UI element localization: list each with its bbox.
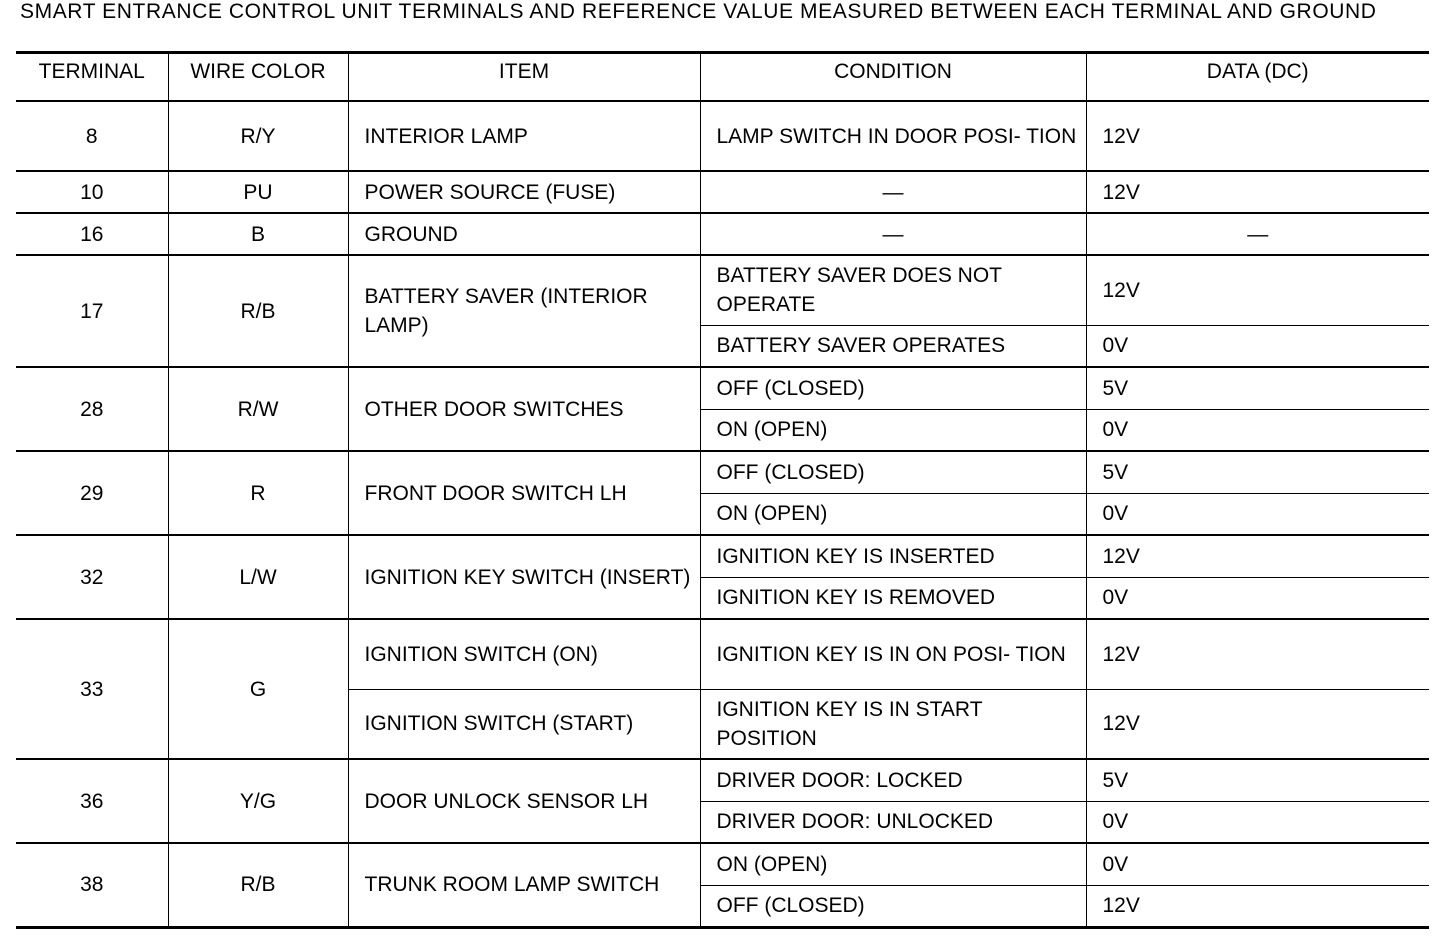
table-row (16, 759, 1429, 801)
header-terminal: TERMINAL (16, 53, 168, 102)
table-row (16, 101, 1429, 171)
data-cell: 12V (1086, 101, 1429, 171)
terminal-cell: 10 (16, 171, 168, 213)
wire-color-cell: R (168, 451, 348, 535)
wire-color-cell: R/Y (168, 101, 348, 171)
table-row (16, 367, 1429, 409)
item-cell: INTERIOR LAMP (348, 101, 700, 171)
table-row (16, 535, 1429, 577)
item-cell: IGNITION SWITCH (ON) (348, 619, 700, 689)
condition-cell: — (700, 171, 1086, 213)
table-row (16, 843, 1429, 885)
item-cell: IGNITION SWITCH (START) (348, 689, 700, 759)
table-row (16, 255, 1429, 325)
condition-cell: BATTERY SAVER DOES NOT OPERATE (700, 255, 1086, 325)
terminal-cell: 36 (16, 759, 168, 843)
header-item: ITEM (348, 53, 700, 102)
condition-cell: ON (OPEN) (700, 843, 1086, 885)
wire-color-cell: R/B (168, 255, 348, 367)
terminal-cell: 17 (16, 255, 168, 367)
data-cell: 12V (1086, 885, 1429, 927)
condition-cell: DRIVER DOOR: UNLOCKED (700, 801, 1086, 843)
data-cell: 12V (1086, 619, 1429, 689)
data-cell: 0V (1086, 325, 1429, 367)
terminal-cell: 33 (16, 619, 168, 759)
data-cell: 5V (1086, 759, 1429, 801)
condition-cell: — (700, 213, 1086, 255)
data-cell: 12V (1086, 535, 1429, 577)
wire-color-cell: R/W (168, 367, 348, 451)
data-cell: — (1086, 213, 1429, 255)
condition-cell: IGNITION KEY IS IN START POSITION (700, 689, 1086, 759)
header-data: DATA (DC) (1086, 53, 1429, 102)
table-row (16, 171, 1429, 213)
condition-cell: IGNITION KEY IS INSERTED (700, 535, 1086, 577)
wire-color-cell: B (168, 213, 348, 255)
condition-cell: LAMP SWITCH IN DOOR POSI- TION (700, 101, 1086, 171)
terminal-cell: 28 (16, 367, 168, 451)
terminal-cell: 38 (16, 843, 168, 927)
data-cell: 0V (1086, 577, 1429, 619)
data-cell: 12V (1086, 689, 1429, 759)
condition-cell: DRIVER DOOR: LOCKED (700, 759, 1086, 801)
wire-color-cell: Y/G (168, 759, 348, 843)
condition-cell: ON (OPEN) (700, 493, 1086, 535)
table-row (16, 619, 1429, 689)
data-cell: 5V (1086, 367, 1429, 409)
condition-cell: ON (OPEN) (700, 409, 1086, 451)
terminal-cell: 29 (16, 451, 168, 535)
item-cell: GROUND (348, 213, 700, 255)
item-cell: BATTERY SAVER (INTERIOR LAMP) (348, 255, 700, 367)
data-cell: 5V (1086, 451, 1429, 493)
wire-color-cell: R/B (168, 843, 348, 927)
item-cell: IGNITION KEY SWITCH (INSERT) (348, 535, 700, 619)
header-condition: CONDITION (700, 53, 1086, 102)
terminal-cell: 8 (16, 101, 168, 171)
condition-cell: IGNITION KEY IS REMOVED (700, 577, 1086, 619)
data-cell: 0V (1086, 801, 1429, 843)
data-cell: 12V (1086, 171, 1429, 213)
table-row (16, 451, 1429, 493)
condition-cell: OFF (CLOSED) (700, 367, 1086, 409)
item-cell: DOOR UNLOCK SENSOR LH (348, 759, 700, 843)
condition-cell: BATTERY SAVER OPERATES (700, 325, 1086, 367)
header-row (16, 53, 1429, 102)
table-row (16, 213, 1429, 255)
condition-cell: OFF (CLOSED) (700, 885, 1086, 927)
terminal-reference-table (16, 51, 1429, 929)
item-cell: TRUNK ROOM LAMP SWITCH (348, 843, 700, 927)
terminal-cell: 32 (16, 535, 168, 619)
header-wire-color: WIRE COLOR (168, 53, 348, 102)
terminal-cell: 16 (16, 213, 168, 255)
wire-color-cell: G (168, 619, 348, 759)
item-cell: FRONT DOOR SWITCH LH (348, 451, 700, 535)
condition-cell: IGNITION KEY IS IN ON POSI- TION (700, 619, 1086, 689)
item-cell: OTHER DOOR SWITCHES (348, 367, 700, 451)
data-cell: 12V (1086, 255, 1429, 325)
item-cell: POWER SOURCE (FUSE) (348, 171, 700, 213)
data-cell: 0V (1086, 493, 1429, 535)
wire-color-cell: PU (168, 171, 348, 213)
data-cell: 0V (1086, 409, 1429, 451)
data-cell: 0V (1086, 843, 1429, 885)
wire-color-cell: L/W (168, 535, 348, 619)
document-title: SMART ENTRANCE CONTROL UNIT TERMINALS AND REFERENCE VALUE MEASURED BETWEEN EACH TERMINAL AND GROUND (20, 0, 1377, 23)
condition-cell: OFF (CLOSED) (700, 451, 1086, 493)
